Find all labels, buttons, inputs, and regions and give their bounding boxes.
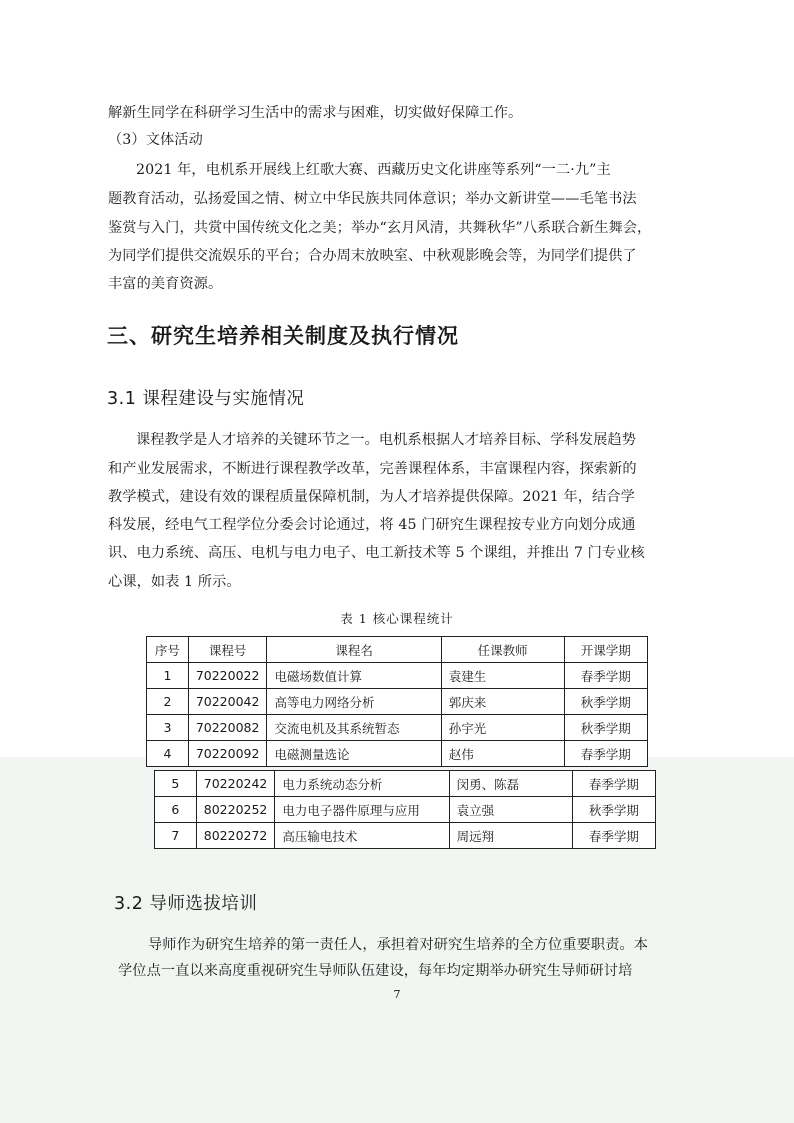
course-table [146,636,648,767]
table-row [147,663,648,689]
course-table-continued [154,770,656,849]
page-number: 7 [393,988,401,1001]
table-cell: 2 [147,689,189,715]
table-cell: 80220272 [196,823,275,849]
paragraph-line: 和产业发展需求，不断进行课程教学改革，完善课程体系，丰富课程内容，探索新的 [108,461,637,477]
table-cell: 高等电力网络分析 [267,689,441,715]
paragraph-line: 2021 年，电机系开展线上红歌大赛、西藏历史文化讲座等系列“一二·九”主 [136,162,611,178]
table-row [155,771,656,797]
table-row [147,741,648,767]
table-cell: 秋季学期 [572,797,655,823]
table-cell: 1 [147,663,189,689]
table-cell: 80220252 [196,797,275,823]
table-cell: 袁建生 [441,663,564,689]
table-row [147,715,648,741]
paragraph-line: 科发展，经电气工程学位分委会讨论通过，将 45 门研究生课程按专业方向划分成通 [108,517,636,533]
table-header-row [147,637,648,663]
table-cell: 秋季学期 [564,689,647,715]
paragraph-line: 识、电力系统、高压、电机与电力电子、电工新技术等 5 个课组，并推出 7 门专业核 [108,545,645,561]
table-row [155,797,656,823]
paragraph-line: 题教育活动，弘扬爱国之情、树立中华民族共同体意识；举办文新讲堂——毛笔书法 [108,191,637,207]
sub-section-title: （3）文体活动 [108,132,203,148]
table-cell: 70220042 [188,689,267,715]
table-cell: 5 [155,771,197,797]
table-row [147,689,648,715]
paragraph-line: 丰富的美育资源。 [108,276,223,292]
table-cell: 3 [147,715,189,741]
table-cell: 70220082 [188,715,267,741]
table-cell: 7 [155,823,197,849]
table-cell: 电力系统动态分析 [275,771,449,797]
paragraph-line: 学位点一直以来高度重视研究生导师队伍建设，每年均定期举办研究生导师研讨培 [118,963,633,979]
header-cell: 序号 [147,637,189,663]
table-cell: 春季学期 [572,823,655,849]
table-cell: 6 [155,797,197,823]
section-title: 3.1 课程建设与实施情况 [107,389,305,409]
section-title: 3.2 导师选拔培训 [114,894,258,914]
header-cell: 课程号 [188,637,267,663]
paragraph-line: 为同学们提供交流娱乐的平台；合办周末放映室、中秋观影晚会等，为同学们提供了 [108,248,637,264]
table-cell: 交流电机及其系统暂态 [267,715,441,741]
table-cell: 袁立强 [449,797,572,823]
table-cell: 郭庆来 [441,689,564,715]
table-cell: 电力电子器件原理与应用 [275,797,449,823]
table-row [155,823,656,849]
header-cell: 开课学期 [564,637,647,663]
table-cell: 高压输电技术 [275,823,449,849]
table-caption: 表 1 核心课程统计 [340,611,454,626]
table-cell: 孙宇光 [441,715,564,741]
table-cell: 春季学期 [572,771,655,797]
table-cell: 赵伟 [441,741,564,767]
table-cell: 电磁测量选论 [267,741,441,767]
paragraph-line: 解新生同学在科研学习生活中的需求与困难，切实做好保障工作。 [108,105,523,121]
table-cell: 4 [147,741,189,767]
paragraph-line: 课程教学是人才培养的关键环节之一。电机系根据人才培养目标、学科发展趋势 [136,432,637,448]
paragraph-line: 导师作为研究生培养的第一责任人，承担着对研究生培养的全方位重要职责。本 [148,937,649,953]
table-cell: 70220092 [188,741,267,767]
paragraph-line: 鉴赏与入门，共赏中国传统文化之美；举办“玄月风清，共舞秋华”八系联合新生舞会， [108,220,652,236]
table-cell: 70220242 [196,771,275,797]
table-cell: 春季学期 [564,741,647,767]
table-cell: 春季学期 [564,663,647,689]
table-cell: 秋季学期 [564,715,647,741]
paragraph-line: 心课，如表 1 所示。 [108,574,241,590]
chapter-title: 三、研究生培养相关制度及执行情况 [107,324,459,348]
table-cell: 电磁场数值计算 [267,663,441,689]
header-cell: 课程名 [267,637,441,663]
table-cell: 周远翔 [449,823,572,849]
paragraph-line: 教学模式，建设有效的课程质量保障机制，为人才培养提供保障。2021 年，结合学 [108,489,635,505]
table-cell: 闵勇、陈磊 [449,771,572,797]
table-cell: 70220022 [188,663,267,689]
header-cell: 任课教师 [441,637,564,663]
